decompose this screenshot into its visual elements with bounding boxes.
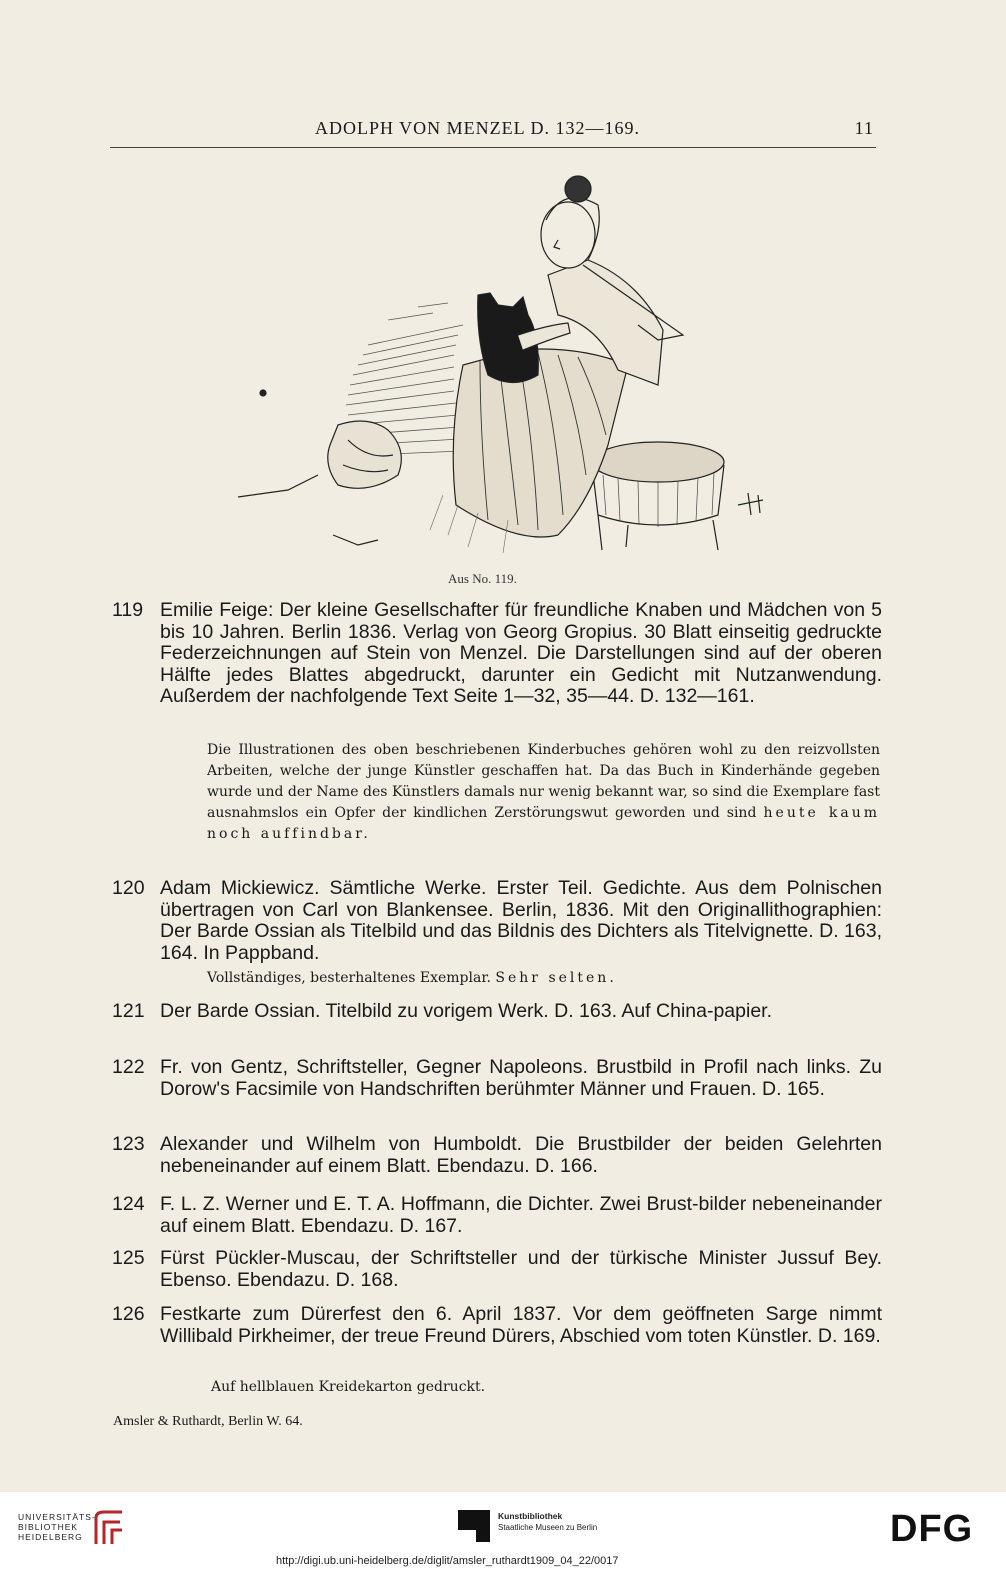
- entry-text: Der Barde Ossian. Titelbild zu vorigem Werk. D. 163. Auf China-papier.: [160, 1000, 773, 1022]
- running-header: [110, 118, 880, 144]
- kb-line-1: Kunstbibliothek: [498, 1511, 563, 1521]
- entry-120-note: [207, 968, 880, 989]
- entry-124: [112, 1194, 882, 1237]
- entry-number: 122: [112, 1056, 145, 1078]
- entry-121: [112, 1001, 882, 1023]
- entry-text: Fr. von Gentz, Schriftsteller, Gegner Napoleons. Brustbild in Profil nach links. Zu Dorow's Facsimile von Handschriften berühmter Männer und Frauen. D. 165.: [160, 1056, 882, 1100]
- publisher-imprint: Amsler & Ruthardt, Berlin W. 64.: [113, 1414, 303, 1429]
- header-rule: [110, 147, 876, 148]
- note-text: Die Illustrationen des oben beschriebenen Kinderbuches gehören wohl zu den reizvollsten Arbeiten, welche der junge Künstler geschaffen hat. Da das Buch in Kinderhände gegeben wurde und der Name des Künstlers damals nur wenig bekannt war, so sind die Exemplare fast ausnahmslos ein Opfer der kindlichen Zerstörungswut geworden und sind: [207, 742, 880, 821]
- dfg-logo: DFG: [890, 1508, 974, 1550]
- note-text: Auf hellblauen Kreidekarton gedruckt.: [211, 1379, 486, 1395]
- entry-number: 119: [112, 599, 144, 621]
- uni-line-1: UNIVERSITÄTS-: [18, 1512, 96, 1522]
- university-logo-icon: [92, 1508, 128, 1548]
- entry-number: 121: [112, 1000, 145, 1022]
- entry-125: [112, 1248, 882, 1291]
- entry-126-note: [211, 1377, 884, 1398]
- entry-text: Adam Mickiewicz. Sämtliche Werke. Erster Teil. Gedichte. Aus dem Polnischen übertragen von Carl von Blankensee. Berlin, 1836. Mit den Originallithographien: Der Barde Ossian als Titelbild und das Bildnis des Dichters als Titelvignette. D. 163, 164. In Pappband.: [160, 877, 882, 964]
- university-library-name: [18, 1512, 96, 1542]
- entry-number: 120: [112, 877, 145, 899]
- entry-text: Emilie Feige: Der kleine Gesellschafter für freundliche Knaben und Mädchen von 5 bis 10 Jahren. Berlin 1836. Verlag von Georg Gropius. 30 Blatt einseitig gedruckte Federzeichnungen auf Stein von Menzel. Die Darstellungen sind auf der oberen Hälfte jedes Blattes abgedruckt, darunter ein Gedicht mit Nutzanwendung. Außerdem der nachfolgende Text Seite 1—32, 35—44. D. 132—161.: [160, 599, 882, 707]
- kunstbibliothek-name: [498, 1511, 597, 1533]
- entry-text: Alexander und Wilhelm von Humboldt. Die Brustbilder der beiden Gelehrten nebeneinander auf einem Blatt. Ebendazu. D. 166.: [160, 1133, 882, 1177]
- entry-119: [112, 600, 882, 708]
- uni-line-3: HEIDELBERG: [18, 1532, 83, 1542]
- note-emphasis: heute kaum noch auffindbar.: [207, 805, 880, 842]
- entry-number: 125: [112, 1247, 145, 1269]
- entry-number: 123: [112, 1133, 145, 1155]
- entry-119-note: [207, 740, 880, 845]
- entry-123: [112, 1134, 882, 1177]
- entry-text: Festkarte zum Dürerfest den 6. April 1837. Vor dem geöffneten Sarge nimmt Willibald Pirkheimer, der treue Freund Dürers, Abschied vom toten Künstler. D. 169.: [160, 1303, 882, 1347]
- source-url[interactable]: http://digi.ub.uni-heidelberg.de/diglit/amsler_ruthardt1909_04_22/0017: [276, 1555, 619, 1567]
- entry-number: 126: [112, 1303, 145, 1325]
- uni-line-2: BIBLIOTHEK: [18, 1522, 79, 1532]
- note-text: Vollständiges, besterhaltenes Exemplar.: [207, 970, 491, 986]
- illustration-girl-with-cat: [218, 175, 778, 567]
- entry-122: [112, 1057, 882, 1100]
- page-number: 11: [854, 118, 874, 138]
- entry-120: [112, 878, 882, 964]
- entry-126: [112, 1304, 882, 1347]
- illustration-caption: Aus No. 119.: [448, 571, 517, 586]
- kb-line-2: Staatliche Museen zu Berlin: [498, 1523, 598, 1532]
- entry-number: 124: [112, 1193, 145, 1215]
- kunstbibliothek-logo-icon: [458, 1510, 490, 1542]
- entry-text: Fürst Pückler-Muscau, der Schriftsteller und der türkische Minister Jussuf Bey. Ebenso. Ebendazu. D. 168.: [160, 1247, 882, 1291]
- header-title: ADOLPH VON MENZEL D. 132—169.: [315, 118, 640, 138]
- note-emphasis: Sehr selten.: [495, 970, 617, 986]
- entry-text: F. L. Z. Werner und E. T. A. Hoffmann, die Dichter. Zwei Brust-bilder nebeneinander auf einem Blatt. Ebendazu. D. 167.: [160, 1193, 882, 1237]
